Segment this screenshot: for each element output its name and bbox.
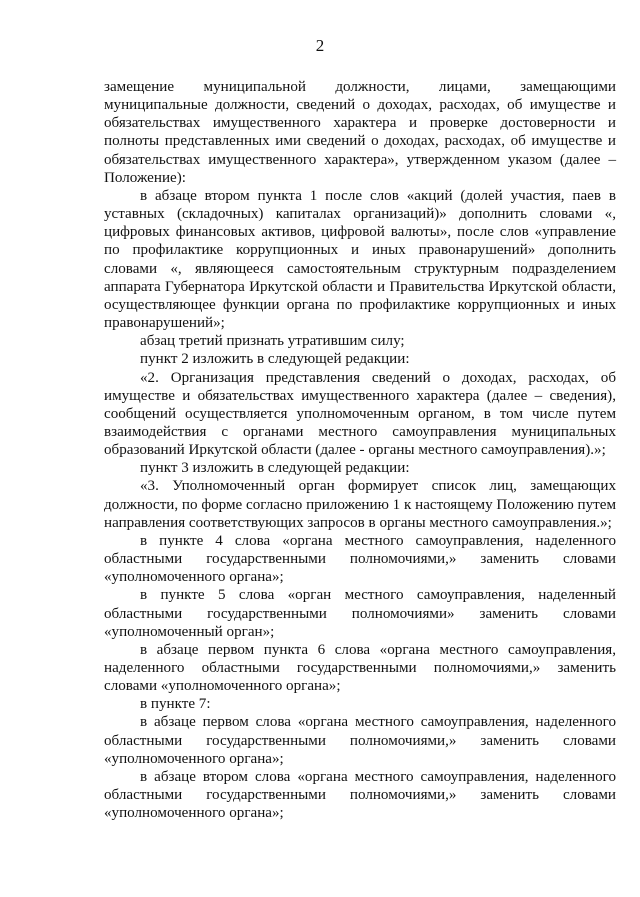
document-body	[104, 78, 616, 822]
paragraph: в абзаце втором пункта 1 после слов «акций (долей участия, паев в уставных (складочных) капиталах организаций)» дополнить словами «, цифровых финансовых активов, цифровой валюты», после слов «управление по профилактике коррупционных и иных правонарушений» дополнить словами «, являющееся самостоятельным структурным подразделением аппарата Губернатора Иркутской области и Правительства Иркутской области, осуществляющее функции органа по профилактике коррупционных и иных правонарушений»;	[104, 187, 616, 332]
paragraph: «2. Организация представления сведений о доходах, расходах, об имуществе и обязательствах имущественного характера (далее – сведения), сообщений осуществляется уполномоченным органом, в том числе путем взаимодействия с органами местного самоуправления муниципальных образований Иркутской области (далее - органы местного самоуправления).»;	[104, 369, 616, 459]
page-number: 2	[315, 36, 325, 55]
paragraph: в абзаце втором слова «органа местного самоуправления, наделенного областными государственными полномочиями,» заменить словами «уполномоченного органа»;	[104, 768, 616, 822]
paragraph: в пункте 7:	[140, 696, 211, 713]
paragraph: в пункте 5 слова «орган местного самоуправления, наделенный областными государственными полномочиями» заменить словами «уполномоченный орган»;	[104, 587, 616, 640]
paragraph: в абзаце первом пункта 6 слова «органа местного самоуправления, наделенного областными государственными полномочиями,» заменить словами «уполномоченного органа»;	[104, 641, 616, 695]
paragraph: в пункте 4 слова «органа местного самоуправления, наделенного областными государственными полномочиями,» заменить словами «уполномоченного органа»;	[104, 532, 616, 586]
paragraph: в абзаце первом слова «органа местного самоуправления, наделенного областными государственными полномочиями,» заменить словами «уполномоченного органа»;	[104, 714, 616, 767]
paragraph: пункт 2 изложить в следующей редакции:	[140, 351, 410, 368]
paragraph: пункт 3 изложить в следующей редакции:	[140, 460, 410, 477]
paragraph: «3. Уполномоченный орган формирует список лиц, замещающих должности, по форме согласно приложению 1 к настоящему Положению путем направления соответствующих запросов в органы местного самоуправления.»;	[104, 478, 616, 531]
paragraph: абзац третий признать утратившим силу;	[140, 333, 405, 350]
paragraph: замещение муниципальной должности, лицами, замещающими муниципальные должности, сведений о доходах, расходах, об имуществе и обязательствах имущественного характера и проверке достоверности и полноты представленных ими сведений о доходах, расходах, об имуществе и обязательствах имущественного характера», утвержденном указом (далее – Положение):	[104, 79, 616, 186]
